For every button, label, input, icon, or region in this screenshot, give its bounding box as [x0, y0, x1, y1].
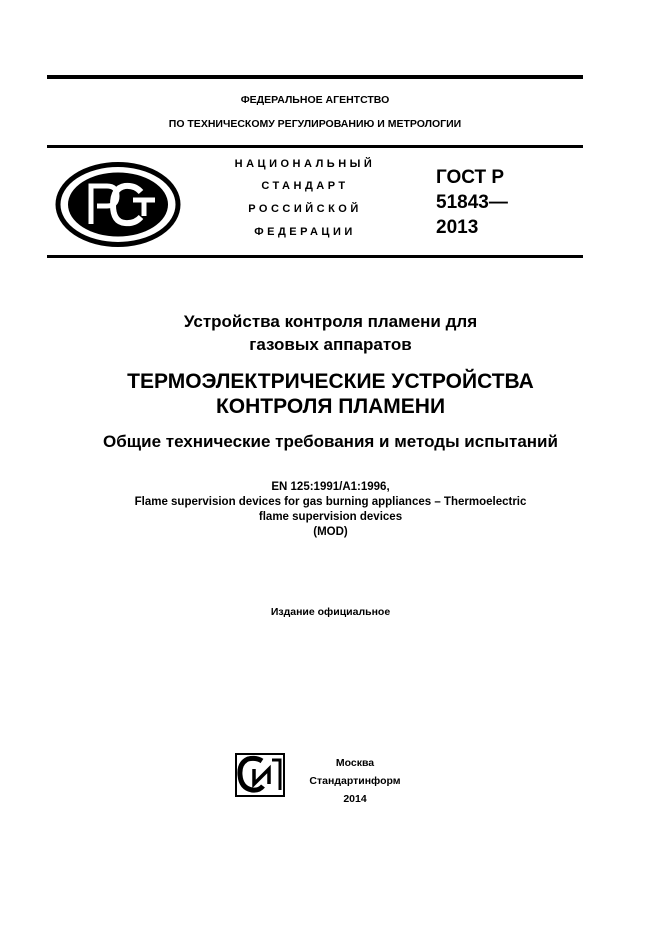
standartinform-logo-icon [234, 752, 286, 798]
header-rule-upper [47, 145, 583, 148]
gost-number-line-2: 51843— [436, 192, 508, 213]
agency-line-1: ФЕДЕРАЛЬНОЕ АГЕНТСТВО [240, 94, 390, 106]
national-standard-line-2: СТАНДАРТ [261, 180, 349, 192]
publisher-city: Москва [335, 757, 375, 769]
publication-year: 2014 [343, 793, 367, 805]
gost-number-line-3: 2013 [436, 217, 479, 238]
title-line-2: газовых аппаратов [249, 335, 412, 354]
top-rule [47, 75, 583, 79]
rst-certification-logo-icon [55, 162, 181, 247]
reference-line-4: (MOD) [313, 526, 348, 538]
publisher-name: Стандартинформ [309, 775, 401, 787]
main-title-line-2: КОНТРОЛЯ ПЛАМЕНИ [215, 395, 446, 418]
national-standard-line-1: НАЦИОНАЛЬНЫЙ [234, 158, 376, 170]
reference-line-2: Flame supervision devices for gas burning appliances – Thermoelectric [134, 496, 527, 508]
national-standard-line-3: РОССИЙСКОЙ [248, 203, 362, 215]
agency-line-2: ПО ТЕХНИЧЕСКОМУ РЕГУЛИРОВАНИЮ И МЕТРОЛОГИИ [168, 118, 462, 130]
national-standard-line-4: ФЕДЕРАЦИИ [254, 226, 356, 238]
edition-label: Издание официальное [270, 606, 391, 618]
subtitle: Общие технические требования и методы испытаний [103, 432, 558, 451]
header-rule-lower [47, 255, 583, 258]
reference-line-3: flame supervision devices [258, 511, 403, 523]
title-line-1: Устройства контроля пламени для [183, 312, 478, 331]
reference-line-1: EN 125:1991/A1:1996, [271, 481, 390, 493]
gost-number-line-1: ГОСТ Р [436, 167, 505, 188]
main-title-line-1: ТЕРМОЭЛЕКТРИЧЕСКИЕ УСТРОЙСТВА [127, 370, 534, 393]
